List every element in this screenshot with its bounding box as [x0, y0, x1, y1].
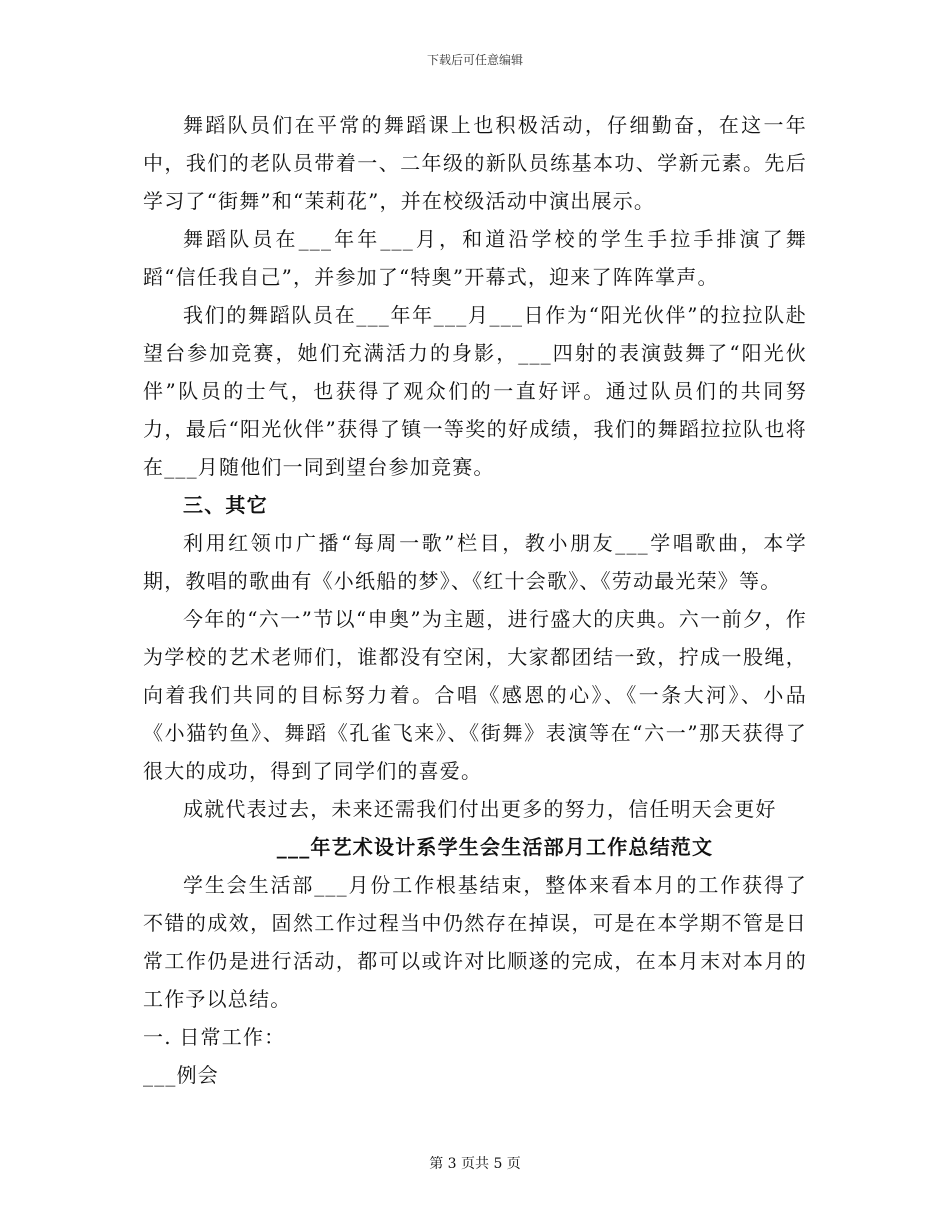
paragraph-dance-performance: 舞蹈队员在___年年___月，和道沿学校的学生手拉手排演了舞蹈“信任我自己”，并参加了“特奥”开幕式，迎来了阵阵掌声。: [143, 227, 807, 289]
paragraph-summary-intro: 学生会生活部___月份工作根基结束，整体来看本月的工作获得了不错的成效，固然工作过程当中仍然存在掉误，可是在本学期不管是日常工作仍是进行活动，都可以或许对比顺遂的完成，在本月末对本月的工作予以总结。: [143, 873, 807, 1011]
subheading-daily-work: 一. 日常工作：: [143, 1025, 286, 1049]
paragraph-cheerleading: 我们的舞蹈队员在___年年___月___日作为“阳光伙伴”的拉拉队赴望台参加竞赛，她们充满活力的身影，___四射的表演鼓舞了“阳光伙伴”队员的士气，也获得了观众们的一直好评。通过队员们的共同努力，最后“阳光伙伴”获得了镇一等奖的好成绩，我们的舞蹈拉拉队也将在___月随他们一同到望台参加竞赛。: [143, 303, 807, 479]
paragraph-conclusion: 成就代表过去，未来还需我们付出更多的努力，信任明天会更好: [183, 797, 777, 821]
document-body: [143, 106, 807, 1094]
page-header: 下载后可任意编辑: [426, 53, 523, 67]
paragraph-dance-practice: 舞蹈队员们在平常的舞蹈课上也积极活动，仔细勤奋，在这一年中，我们的老队员带着一、二年级的新队员练基本功、学新元素。先后学习了“街舞”和“茉莉花”，并在校级活动中演出展示。: [143, 113, 807, 213]
document-title: ___年艺术设计系学生会生活部月工作总结范文: [276, 835, 714, 859]
section-heading-other: 三、其它: [183, 493, 268, 517]
page-footer: 第 3 页共 5 页: [429, 1156, 521, 1172]
paragraph-childrens-day: 今年的“六一”节以“申奥”为主题，进行盛大的庆典。六一前夕，作为学校的艺术老师们，谁都没有空闲，大家都团结一致，拧成一股绳，向着我们共同的目标努力着。合唱《感恩的心》、《一条大河》、小品《小猫钓鱼》、舞蹈《孔雀飞来》、《街舞》表演等在“六一”那天获得了很大的成功，得到了同学们的喜爱。: [143, 607, 807, 783]
paragraph-weekly-song: 利用红领巾广播“每周一歌”栏目，教小朋友___学唱歌曲，本学期，教唱的歌曲有《小纸船的梦》、《红十会歌》、《劳动最光荣》等。: [143, 531, 807, 593]
subheading-meeting: ___例会: [143, 1063, 219, 1087]
